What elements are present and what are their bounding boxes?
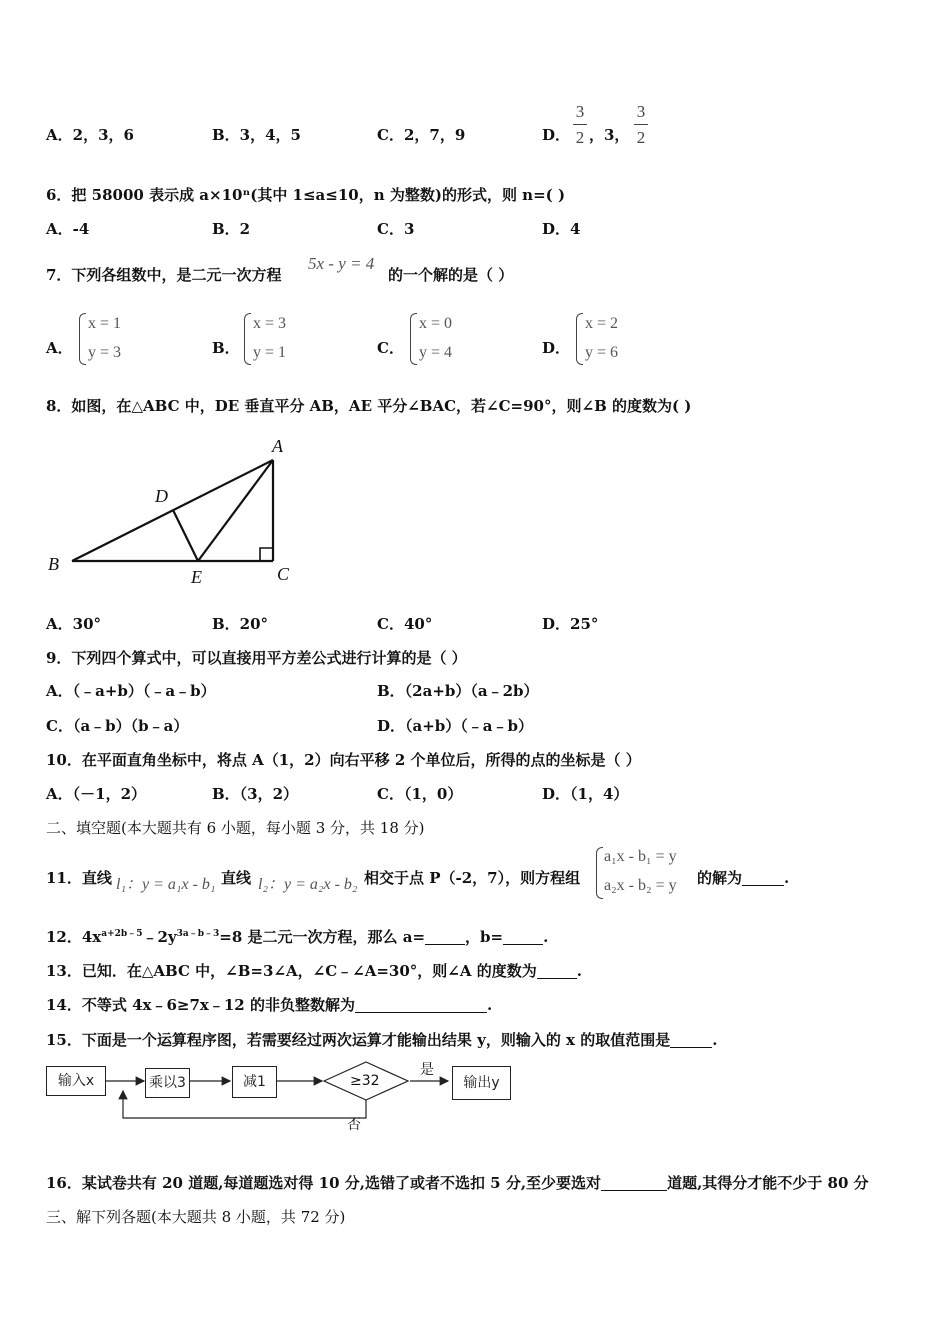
- q14-end: .: [486, 996, 493, 1014]
- q7-b-brace: [244, 313, 251, 365]
- q8-option-a[interactable]: A．30°: [46, 615, 102, 633]
- q10-option-c[interactable]: C．（1，0）: [377, 785, 463, 803]
- q5-option-d-label: D．: [542, 126, 571, 144]
- q12-text: =8 是二元一次方程，那么 a=: [219, 928, 426, 946]
- flow-subtract-box: 减1: [232, 1066, 277, 1098]
- q7-d-line-2: y = 6: [585, 344, 619, 361]
- q13-end: .: [576, 962, 582, 980]
- q7-c-line-1: x = 0: [419, 315, 453, 332]
- q11-tail-text: 的解为: [697, 869, 743, 887]
- section-3-heading: 三、解下列各题(本大题共 8 小题，共 72 分): [46, 1208, 346, 1226]
- q14-text: 14．不等式 4x﹣6≥7x﹣12 的非负整数解为: [46, 996, 355, 1014]
- q8-option-c[interactable]: C．40°: [377, 615, 433, 633]
- q9-option-a[interactable]: A．（﹣a+b）（﹣a﹣b）: [46, 682, 216, 700]
- flowchart-connectors: [40, 1058, 520, 1138]
- q6-stem: 6．把 58000 表示成 a×10ⁿ(其中 1≤a≤10，n 为整数)的形式，则 n=( ): [46, 186, 566, 204]
- right-angle-mark: [260, 548, 273, 561]
- q10-option-d[interactable]: D．（1，4）: [542, 785, 629, 803]
- flow-yes-label: 是: [420, 1062, 434, 1078]
- q8-triangle-figure: [40, 430, 310, 590]
- q5-option-a[interactable]: A．2，3，6: [46, 126, 134, 144]
- q9-option-c[interactable]: C．（a﹣b）（b﹣a）: [46, 717, 189, 735]
- q7-c-line-2: y = 4: [419, 344, 453, 361]
- q7-option-b-label: B．: [212, 339, 240, 357]
- q8-option-d[interactable]: D．25°: [542, 615, 599, 633]
- q5-d-fraction-1-numerator: 3: [575, 102, 585, 121]
- q10-option-a[interactable]: A．（－1，2）: [46, 785, 147, 803]
- flow-condition-label: ≥32: [350, 1073, 380, 1089]
- q16-suffix: 道题,其得分才能不少于 80 分: [667, 1174, 869, 1192]
- q7-stem-prefix: 7．下列各组数中，是二元一次方程: [46, 266, 282, 284]
- vertex-label-c: C: [277, 564, 290, 584]
- q16-answer-blank[interactable]: [601, 1176, 667, 1191]
- q5-d-fraction-1-bar: [573, 124, 587, 125]
- q5-option-b[interactable]: B．3，4，5: [212, 126, 301, 144]
- q7-option-c-label: C．: [377, 339, 404, 357]
- q5-d-fraction-2-numerator: 3: [636, 102, 646, 121]
- q11-intersection-text: 相交于点 P（-2，7），则方程组: [364, 869, 581, 887]
- q12-answer-a-blank[interactable]: [425, 930, 465, 945]
- q12-comma: ，b=: [465, 928, 504, 946]
- q9-stem: 9．下列四个算式中，可以直接用平方差公式进行计算的是（ ）: [46, 649, 467, 667]
- q8-stem: 8．如图，在△ABC 中，DE 垂直平分 AB，AE 平分∠BAC，若∠C=90°，则∠B 的度数为( ): [46, 397, 692, 415]
- q7-option-a-label: A．: [46, 339, 73, 357]
- q11-tail: [697, 871, 789, 886]
- q11-system-line-1: a₁x - b₁ = y: [604, 848, 677, 865]
- q6-option-c[interactable]: C．3: [377, 220, 415, 238]
- q8-option-b[interactable]: B．20°: [212, 615, 269, 633]
- q5-option-c[interactable]: C．2，7，9: [377, 126, 466, 144]
- q6-option-d[interactable]: D．4: [542, 220, 581, 238]
- q7-equation: 5x - y = 4: [308, 254, 375, 273]
- vertex-label-e: E: [191, 567, 202, 587]
- q5-d-fraction-2-denominator: 2: [636, 128, 646, 147]
- vertex-label-d: D: [155, 486, 168, 506]
- q7-stem-suffix: 的一个解的是（ ）: [388, 266, 514, 284]
- q13-answer-blank[interactable]: [537, 964, 577, 979]
- q5-d-fraction-1-denominator: 2: [575, 128, 585, 147]
- q7-d-line-1: x = 2: [585, 315, 619, 332]
- segment-ae: [198, 460, 273, 561]
- q13-line: [46, 964, 582, 979]
- flow-no-label: 否: [347, 1117, 361, 1133]
- q12-exponent-2: 3a﹣b﹣3: [176, 929, 220, 939]
- q7-a-line-2: y = 3: [88, 344, 122, 361]
- q12-answer-b-blank[interactable]: [503, 930, 543, 945]
- q6-option-b[interactable]: B．2: [212, 220, 251, 238]
- q11-end: .: [784, 869, 790, 887]
- q15-text: 15．下面是一个运算程序图，若需要经过两次运算才能输出结果 y，则输入的 x 的取值范围是: [46, 1031, 671, 1049]
- q16-line: [46, 1176, 869, 1191]
- q11-system-line-2: a₂x - b₂ = y: [604, 877, 677, 894]
- q6-option-a[interactable]: A．-4: [46, 220, 90, 238]
- q7-d-brace: [576, 313, 583, 365]
- q5-option-d-middle: ，3，: [589, 126, 630, 144]
- q11-line-2: l₂：y = a₂x - b₂: [258, 876, 358, 893]
- q12-exponent-1: a+2b﹣5: [101, 929, 143, 939]
- q15-answer-blank[interactable]: [670, 1033, 712, 1048]
- flow-output-box: 输出y: [452, 1066, 511, 1100]
- vertex-label-b: B: [48, 554, 59, 574]
- q12-line: [46, 930, 548, 945]
- q16-prefix: 16．某试卷共有 20 道题,每道题选对得 10 分,选错了或者不选扣 5 分,至少要选对: [46, 1174, 602, 1192]
- q7-c-brace: [410, 313, 417, 365]
- segment-de: [173, 510, 198, 561]
- q15-end: .: [712, 1031, 718, 1049]
- q11-line-1: l₁：y = a₁x - b₁: [116, 876, 216, 893]
- q11-system-brace: [596, 847, 603, 899]
- q15-line: [46, 1033, 717, 1048]
- q10-option-b[interactable]: B．（3，2）: [212, 785, 299, 803]
- q7-a-brace: [79, 313, 86, 365]
- q14-line: [46, 998, 492, 1013]
- q7-a-line-1: x = 1: [88, 315, 122, 332]
- q11-prefix: 11．直线: [46, 869, 112, 887]
- q9-option-b[interactable]: B．（2a+b）（a﹣2b）: [377, 682, 539, 700]
- q13-text: 13．已知．在△ABC 中，∠B=3∠A，∠C﹣∠A=30°，则∠A 的度数为: [46, 962, 537, 980]
- vertex-label-a: A: [272, 436, 283, 456]
- q7-b-line-2: y = 1: [253, 344, 287, 361]
- q14-answer-blank[interactable]: [355, 998, 487, 1013]
- section-2-heading: 二、填空题(本大题共有 6 小题，每小题 3 分，共 18 分): [46, 819, 425, 837]
- q12-middle: ﹣2y: [142, 928, 177, 946]
- q7-option-d-label: D．: [542, 339, 571, 357]
- flow-multiply-box: 乘以3: [145, 1068, 190, 1098]
- q12-end: .: [543, 928, 549, 946]
- q11-middle: 直线: [221, 869, 252, 887]
- flow-input-box: 输入x: [46, 1066, 106, 1096]
- q7-b-line-1: x = 3: [253, 315, 287, 332]
- q10-stem: 10．在平面直角坐标中，将点 A（1，2）向右平移 2 个单位后，所得的点的坐标是（ ）: [46, 751, 641, 769]
- q5-d-fraction-2-bar: [634, 124, 648, 125]
- q9-option-d[interactable]: D．（a+b）（﹣a﹣b）: [377, 717, 533, 735]
- q11-answer-blank[interactable]: [742, 871, 784, 886]
- q12-prefix: 12．4x: [46, 928, 102, 946]
